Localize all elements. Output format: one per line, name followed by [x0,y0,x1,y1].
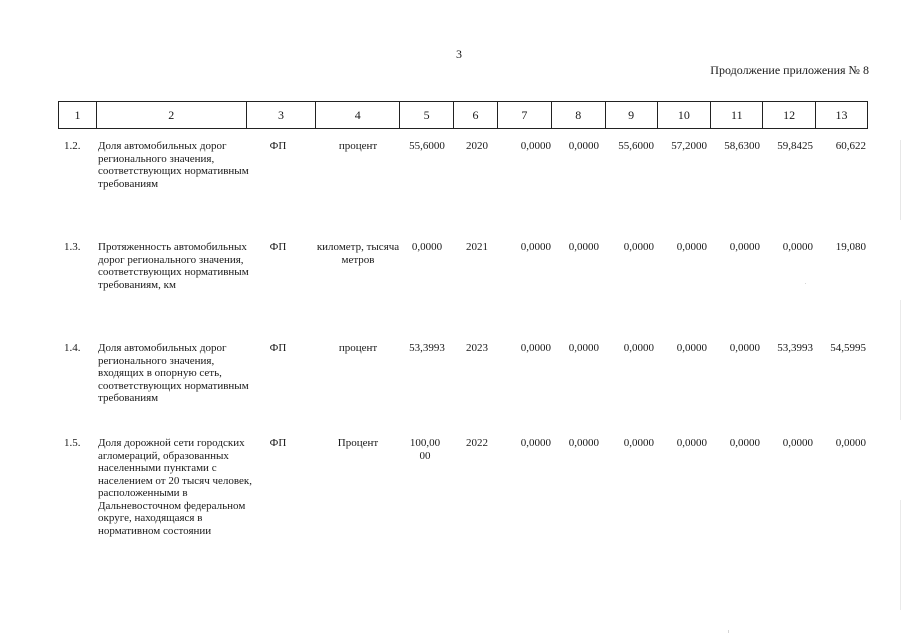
col-13-value: 60,622 [835,140,866,152]
indicator-name: Доля автомобильных дорог регионального значения, входящих в опорную сеть, соответствующих нормативным требованиям [98,342,249,404]
header-col-1: 1 [59,102,97,128]
col-13-value: 0,0000 [835,437,866,449]
col-11-value: 0,0000 [729,342,760,354]
scan-edge-mark [900,140,901,220]
col-11-value: 0,0000 [729,241,760,253]
col-9-value: 0,0000 [623,241,654,253]
header-col-8: 8 [552,102,606,128]
source-code: ФП [269,342,287,354]
unit-of-measure: километр, тысяча метров [316,241,400,266]
header-col-6: 6 [454,102,498,128]
row-number: 1.3. [64,241,81,253]
col-6-value: 2021 [466,241,488,253]
col-10-value: 0,0000 [676,342,707,354]
header-col-4: 4 [316,102,400,128]
indicator-name: Протяженность автомобильных дорог регионального значения, соответствующих нормативным требованиям, км [98,241,249,291]
header-col-2: 2 [97,102,247,128]
col-13-value: 54,5995 [830,342,866,354]
header-col-3: 3 [247,102,317,128]
scan-dust-mark [728,630,729,633]
col-9-value: 0,0000 [623,437,654,449]
col-12-value: 59,8425 [777,140,813,152]
col-11-value: 0,0000 [729,437,760,449]
col-9-value: 55,6000 [618,140,654,152]
col-8-value: 0,0000 [568,241,599,253]
col-10-value: 0,0000 [676,241,707,253]
col-6-value: 2020 [466,140,488,152]
col-8-value: 0,0000 [568,140,599,152]
header-col-12: 12 [763,102,816,128]
row-number: 1.5. [64,437,81,449]
scan-edge-mark [900,300,901,420]
appendix-continuation-label: Продолжение приложения № 8 [710,63,869,77]
header-col-10: 10 [658,102,712,128]
col-6-value: 2023 [466,342,488,354]
col-13-value: 19,080 [835,241,866,253]
header-col-5: 5 [400,102,454,128]
indicator-name: Доля дорожной сети городских агломераций, образованных населенными пунктами с населением от 20 тысяч человек, расположенными в Дальневосточном федеральном округе, находящаяся в нормативном состоянии [98,437,252,537]
col-5-value: 0,0000 [411,241,443,253]
row-number: 1.4. [64,342,81,354]
page-number: 3 [456,47,462,61]
col-7-value: 0,0000 [520,140,551,152]
header-col-7: 7 [498,102,552,128]
scan-dust-mark [805,283,806,284]
table-header-row [58,101,868,129]
col-5-value: 53,3993 [409,342,445,354]
unit-of-measure: Процент [337,437,379,449]
scan-edge-mark [900,500,901,610]
col-10-value: 57,2000 [671,140,707,152]
col-12-value: 53,3993 [777,342,813,354]
row-number: 1.2. [64,140,81,152]
source-code: ФП [269,140,287,152]
col-5-value: 55,6000 [409,140,445,152]
source-code: ФП [269,241,287,253]
col-6-value: 2022 [466,437,488,449]
source-code: ФП [269,437,287,449]
header-col-9: 9 [606,102,658,128]
col-7-value: 0,0000 [520,437,551,449]
col-7-value: 0,0000 [520,241,551,253]
col-12-value: 0,0000 [782,241,813,253]
col-11-value: 58,6300 [724,140,760,152]
col-12-value: 0,0000 [782,437,813,449]
col-8-value: 0,0000 [568,342,599,354]
col-7-value: 0,0000 [520,342,551,354]
col-8-value: 0,0000 [568,437,599,449]
header-col-13: 13 [835,107,848,122]
unit-of-measure: процент [338,342,378,354]
col-10-value: 0,0000 [676,437,707,449]
col-5-value: 100,0000 [409,437,441,462]
header-col-11: 11 [711,102,763,128]
col-9-value: 0,0000 [623,342,654,354]
unit-of-measure: процент [338,140,378,152]
indicator-name: Доля автомобильных дорог регионального значения, соответствующих нормативным требованиям [98,140,249,190]
